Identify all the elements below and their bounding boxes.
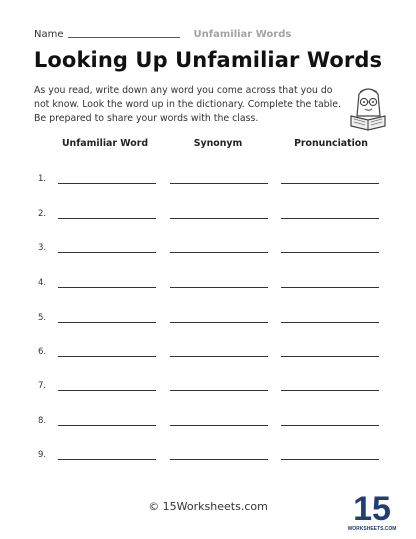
row-number: 1. [38, 174, 47, 184]
row-number: 2. [38, 209, 47, 219]
pronunciation-blank[interactable] [281, 425, 379, 426]
row-number: 7. [38, 381, 47, 391]
unfamiliar-word-blank[interactable] [58, 425, 156, 426]
table-row [38, 241, 388, 255]
15worksheets-logo [347, 486, 397, 534]
unfamiliar-word-blank[interactable] [58, 356, 156, 357]
synonym-blank[interactable] [170, 356, 268, 357]
synonym-blank[interactable] [170, 287, 268, 288]
row-number: 5. [38, 313, 47, 323]
topic-label: Unfamiliar Words [193, 29, 292, 40]
row-number: 9. [38, 450, 47, 460]
pronunciation-blank[interactable] [281, 183, 379, 184]
pronunciation-blank[interactable] [281, 356, 379, 357]
pronunciation-blank[interactable] [281, 322, 379, 323]
table-row [38, 311, 388, 325]
dictionary-reader-icon [347, 82, 389, 132]
name-blank[interactable] [68, 37, 180, 38]
synonym-blank[interactable] [170, 425, 268, 426]
column-header-pronunciation: Pronunciation [294, 138, 368, 149]
pronunciation-blank[interactable] [281, 287, 379, 288]
synonym-blank[interactable] [170, 390, 268, 391]
table-row [38, 207, 388, 221]
unfamiliar-word-blank[interactable] [58, 252, 156, 253]
pronunciation-blank[interactable] [281, 252, 379, 253]
synonym-blank[interactable] [170, 459, 268, 460]
table-row [38, 345, 388, 359]
synonym-blank[interactable] [170, 183, 268, 184]
table-row [38, 448, 388, 462]
name-label: Name [34, 29, 64, 40]
synonym-blank[interactable] [170, 218, 268, 219]
unfamiliar-word-blank[interactable] [58, 287, 156, 288]
name-line [34, 24, 291, 40]
unfamiliar-word-blank[interactable] [58, 183, 156, 184]
row-number: 6. [38, 347, 47, 357]
synonym-blank[interactable] [170, 252, 268, 253]
table-row [38, 379, 388, 393]
unfamiliar-word-blank[interactable] [58, 218, 156, 219]
unfamiliar-word-blank[interactable] [58, 322, 156, 323]
row-number: 3. [38, 243, 47, 253]
row-number: 8. [38, 416, 47, 426]
pronunciation-blank[interactable] [281, 390, 379, 391]
table-row [38, 414, 388, 428]
column-header-unfamiliar-word: Unfamiliar Word [61, 138, 149, 149]
table-row [38, 172, 388, 186]
page-title: Looking Up Unfamiliar Words [33, 48, 383, 72]
synonym-blank[interactable] [170, 322, 268, 323]
table-row [38, 276, 388, 290]
pronunciation-blank[interactable] [281, 218, 379, 219]
logo-text: WORKSHEETS.COM [347, 526, 397, 532]
pronunciation-blank[interactable] [281, 459, 379, 460]
copyright-footer: © 15Worksheets.com [148, 500, 268, 513]
instructions-text: As you read, write down any word you come across that you do not know. Look the word up in the dictionary. Complete the table. Be prepared to share your words with the class. [34, 85, 341, 124]
row-number: 4. [38, 278, 47, 288]
column-header-synonym: Synonym [193, 138, 243, 149]
unfamiliar-word-blank[interactable] [58, 459, 156, 460]
logo-number: 15 [353, 490, 391, 528]
unfamiliar-word-blank[interactable] [58, 390, 156, 391]
